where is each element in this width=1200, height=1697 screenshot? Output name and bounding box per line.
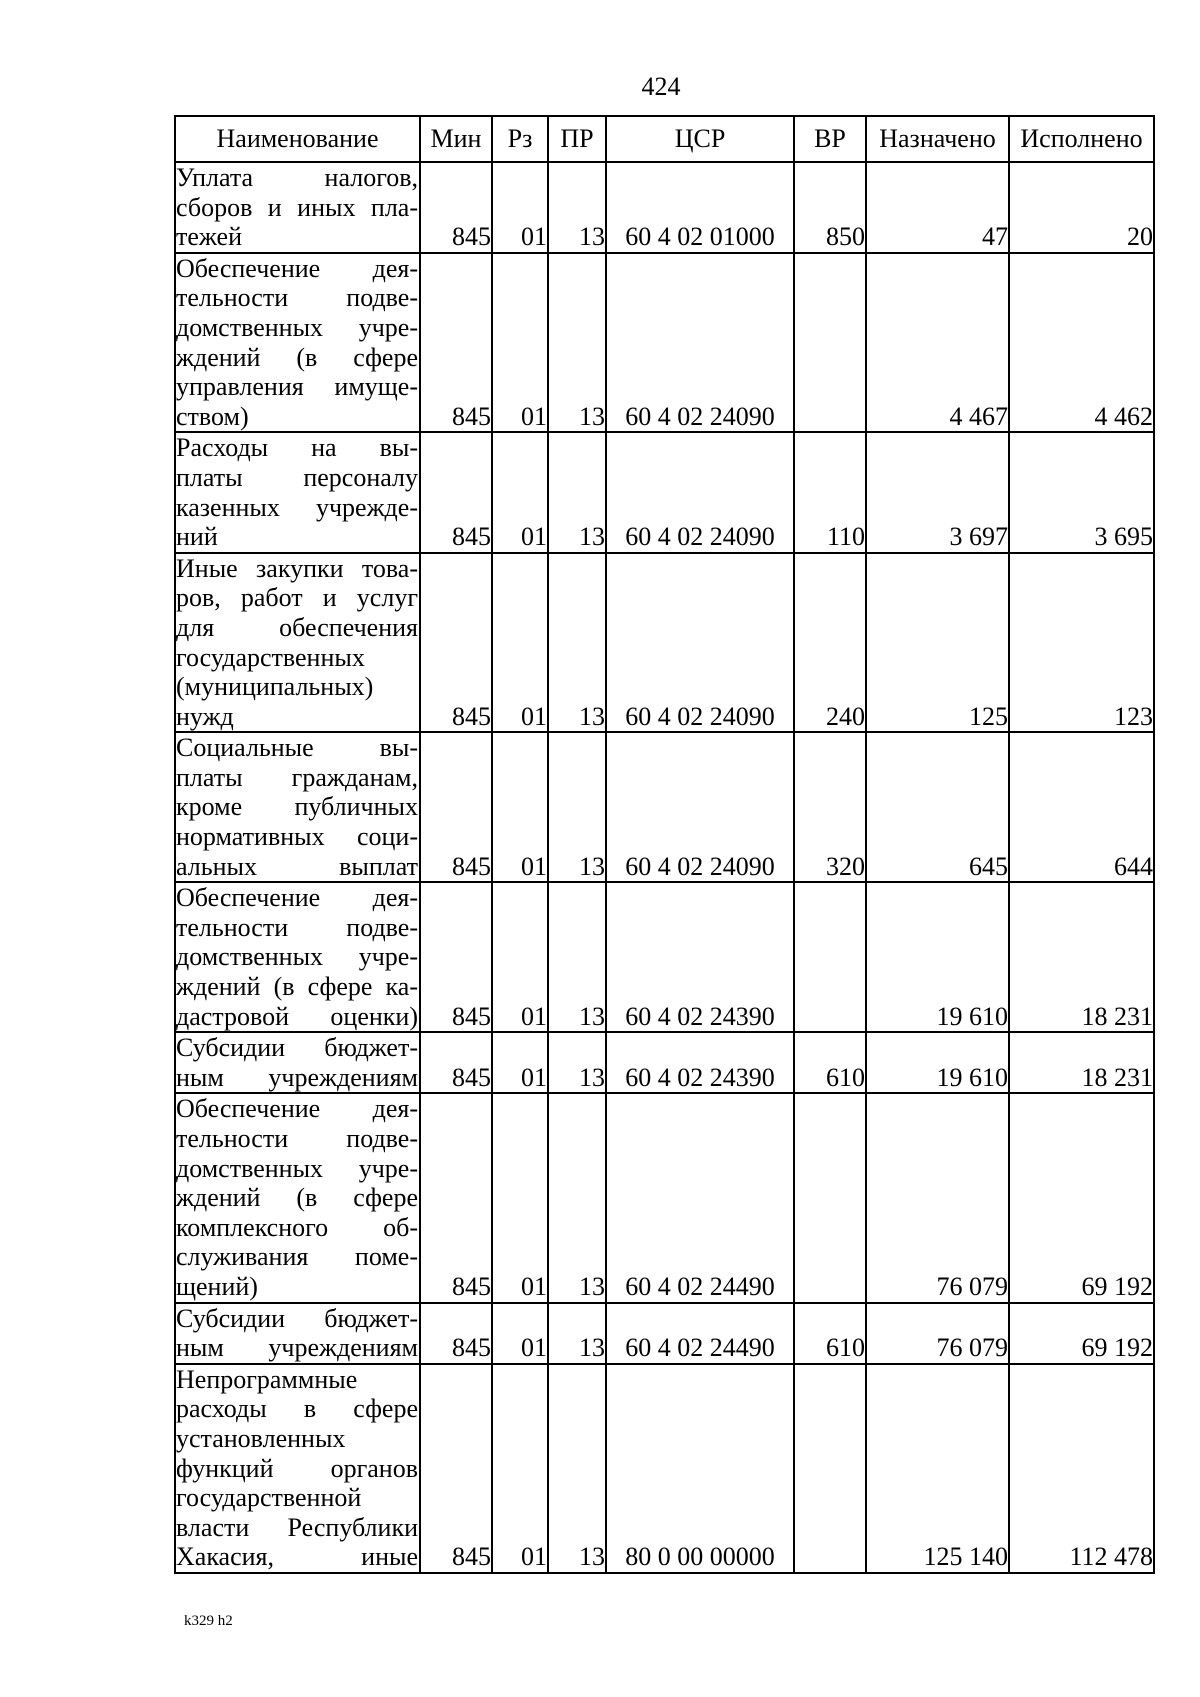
budget-table [174,115,1155,1574]
header-min: Мин [420,116,492,162]
row-name-line: ждений (в сфере ка- [176,972,418,1002]
row-rz: 01 [492,1303,548,1364]
table-row [175,732,1154,882]
row-assigned: 4 467 [866,253,1009,433]
row-name-line: ным учреждениям [176,1062,418,1092]
table-row [175,432,1154,552]
row-name-line: нужд [176,701,234,731]
row-csr: 60 4 02 24390 [606,1032,794,1093]
row-name-line: (муниципальных) [176,672,374,702]
header-executed: Исполнено [1009,116,1154,162]
row-executed: 69 192 [1009,1093,1154,1302]
row-rz: 01 [492,882,548,1032]
row-name-line: Иные закупки това- [176,553,418,583]
row-min: 845 [420,1093,492,1302]
row-name [175,432,420,552]
row-vr: 110 [794,432,866,552]
row-name-line: домственных учре- [176,942,418,972]
row-assigned: 19 610 [866,882,1009,1032]
row-name-line: государственных [176,642,365,672]
header-csr: ЦСР [606,116,794,162]
row-vr [794,1364,866,1573]
row-pr: 13 [548,162,606,253]
row-vr [794,882,866,1032]
row-min: 845 [420,1364,492,1573]
row-assigned: 76 079 [866,1093,1009,1302]
row-vr: 610 [794,1303,866,1364]
header-row [175,116,1154,162]
table-row [175,1364,1154,1573]
row-csr: 60 4 02 24090 [606,432,794,552]
row-executed: 123 [1009,553,1154,733]
header-assigned: Назначено [866,116,1009,162]
row-executed: 18 231 [1009,1032,1154,1093]
row-name-line: ний [176,522,218,552]
row-name-line: Субсидии бюджет- [176,1033,418,1063]
row-assigned: 19 610 [866,1032,1009,1093]
row-pr: 13 [548,432,606,552]
row-name-line: нормативных соци- [176,822,418,852]
row-min: 845 [420,732,492,882]
row-name-line: служивания поме- [176,1242,418,1272]
row-name-line: кроме публичных [176,792,418,822]
row-name-line: Хакасия, иные [176,1542,418,1572]
row-csr: 60 4 02 24090 [606,732,794,882]
row-csr: 60 4 02 24090 [606,553,794,733]
row-name-line: тежей [176,222,242,252]
row-rz: 01 [492,432,548,552]
row-name-line: сборов и иных пла- [176,192,418,222]
row-name-line: щений) [176,1271,258,1301]
row-min: 845 [420,553,492,733]
row-name-line: государственной [176,1483,362,1513]
row-executed: 69 192 [1009,1303,1154,1364]
row-name-line: Обеспечение дея- [176,253,418,283]
row-name [175,162,420,253]
row-csr: 60 4 02 24390 [606,882,794,1032]
row-csr: 60 4 02 24090 [606,253,794,433]
row-min: 845 [420,253,492,433]
table-row [175,553,1154,733]
row-vr [794,253,866,433]
row-rz: 01 [492,553,548,733]
row-csr: 80 0 00 00000 [606,1364,794,1573]
row-assigned: 125 [866,553,1009,733]
row-name-line: ным учреждениям [176,1333,418,1363]
row-name-line: Расходы на вы- [176,433,418,463]
table-row [175,162,1154,253]
row-executed: 20 [1009,162,1154,253]
row-csr: 60 4 02 24490 [606,1093,794,1302]
row-name [175,253,420,433]
row-name-line: власти Республики [176,1512,418,1542]
row-name-line: тельности подве- [176,283,418,313]
row-executed: 4 462 [1009,253,1154,433]
row-pr: 13 [548,253,606,433]
row-name-line: тельности подве- [176,1124,418,1153]
row-pr: 13 [548,553,606,733]
row-min: 845 [420,1032,492,1093]
row-pr: 13 [548,732,606,882]
row-name-line: домственных учре- [176,1153,418,1183]
page-number: 424 [641,72,681,101]
row-name [175,1364,420,1573]
table-row [175,253,1154,433]
footer-code: k329 h2 [184,1613,233,1629]
row-name-line: Субсидии бюджет- [176,1303,418,1333]
row-name-line: комплексного об- [176,1212,418,1242]
row-rz: 01 [492,1093,548,1302]
row-name-line: расходы в сфере [176,1394,418,1424]
row-name-line: казенных учрежде- [176,492,418,522]
row-pr: 13 [548,1032,606,1093]
row-name [175,1303,420,1364]
row-name-line: дастровой оценки) [176,1001,418,1031]
row-min: 845 [420,162,492,253]
row-min: 845 [420,882,492,1032]
row-executed: 112 478 [1009,1364,1154,1573]
row-name-line: альных выплат [176,851,418,881]
row-pr: 13 [548,1364,606,1573]
row-executed: 3 695 [1009,432,1154,552]
table-row [175,1032,1154,1093]
row-name-line: домственных учре- [176,312,418,342]
row-vr: 610 [794,1032,866,1093]
table-row [175,882,1154,1032]
row-csr: 60 4 02 01000 [606,162,794,253]
row-name-line: управления имуще- [176,372,418,402]
row-name-line: функций органов [176,1453,418,1483]
row-assigned: 3 697 [866,432,1009,552]
row-name-line: ством) [176,401,249,431]
row-name [175,882,420,1032]
row-vr: 320 [794,732,866,882]
row-name-line: ров, работ и услуг [176,583,418,613]
table-body [175,162,1154,1573]
row-min: 845 [420,432,492,552]
row-pr: 13 [548,1303,606,1364]
row-assigned: 645 [866,732,1009,882]
row-executed: 18 231 [1009,882,1154,1032]
header-pr: ПР [548,116,606,162]
row-name-line: для обеспечения [176,612,418,642]
row-rz: 01 [492,162,548,253]
header-vr: ВР [794,116,866,162]
row-name-line: Обеспечение дея- [176,883,418,913]
row-name-line: Обеспечение дея- [176,1094,418,1124]
row-name [175,732,420,882]
row-name-line: Уплата налогов, [176,163,418,192]
row-name-line: платы гражданам, [176,762,418,792]
header-rz: Рз [492,116,548,162]
row-name [175,1093,420,1302]
row-vr: 240 [794,553,866,733]
row-assigned: 76 079 [866,1303,1009,1364]
table-row [175,1303,1154,1364]
header-name: Наименование [175,116,420,162]
row-min: 845 [420,1303,492,1364]
row-name [175,1032,420,1093]
row-rz: 01 [492,732,548,882]
row-name-line: платы персоналу [176,462,418,492]
row-rz: 01 [492,253,548,433]
table-row [175,1093,1154,1302]
row-vr: 850 [794,162,866,253]
row-name-line: Социальные вы- [176,733,418,763]
row-name-line: установленных [176,1423,346,1453]
row-pr: 13 [548,882,606,1032]
row-name-line: тельности подве- [176,912,418,942]
row-vr [794,1093,866,1302]
row-name-line: ждений (в сфере [176,1183,418,1213]
row-executed: 644 [1009,732,1154,882]
row-name-line: ждений (в сфере [176,342,418,372]
row-assigned: 47 [866,162,1009,253]
row-name-line: Непрограммные [176,1364,358,1394]
row-csr: 60 4 02 24490 [606,1303,794,1364]
row-assigned: 125 140 [866,1364,1009,1573]
row-name [175,553,420,733]
row-rz: 01 [492,1364,548,1573]
row-pr: 13 [548,1093,606,1302]
row-rz: 01 [492,1032,548,1093]
